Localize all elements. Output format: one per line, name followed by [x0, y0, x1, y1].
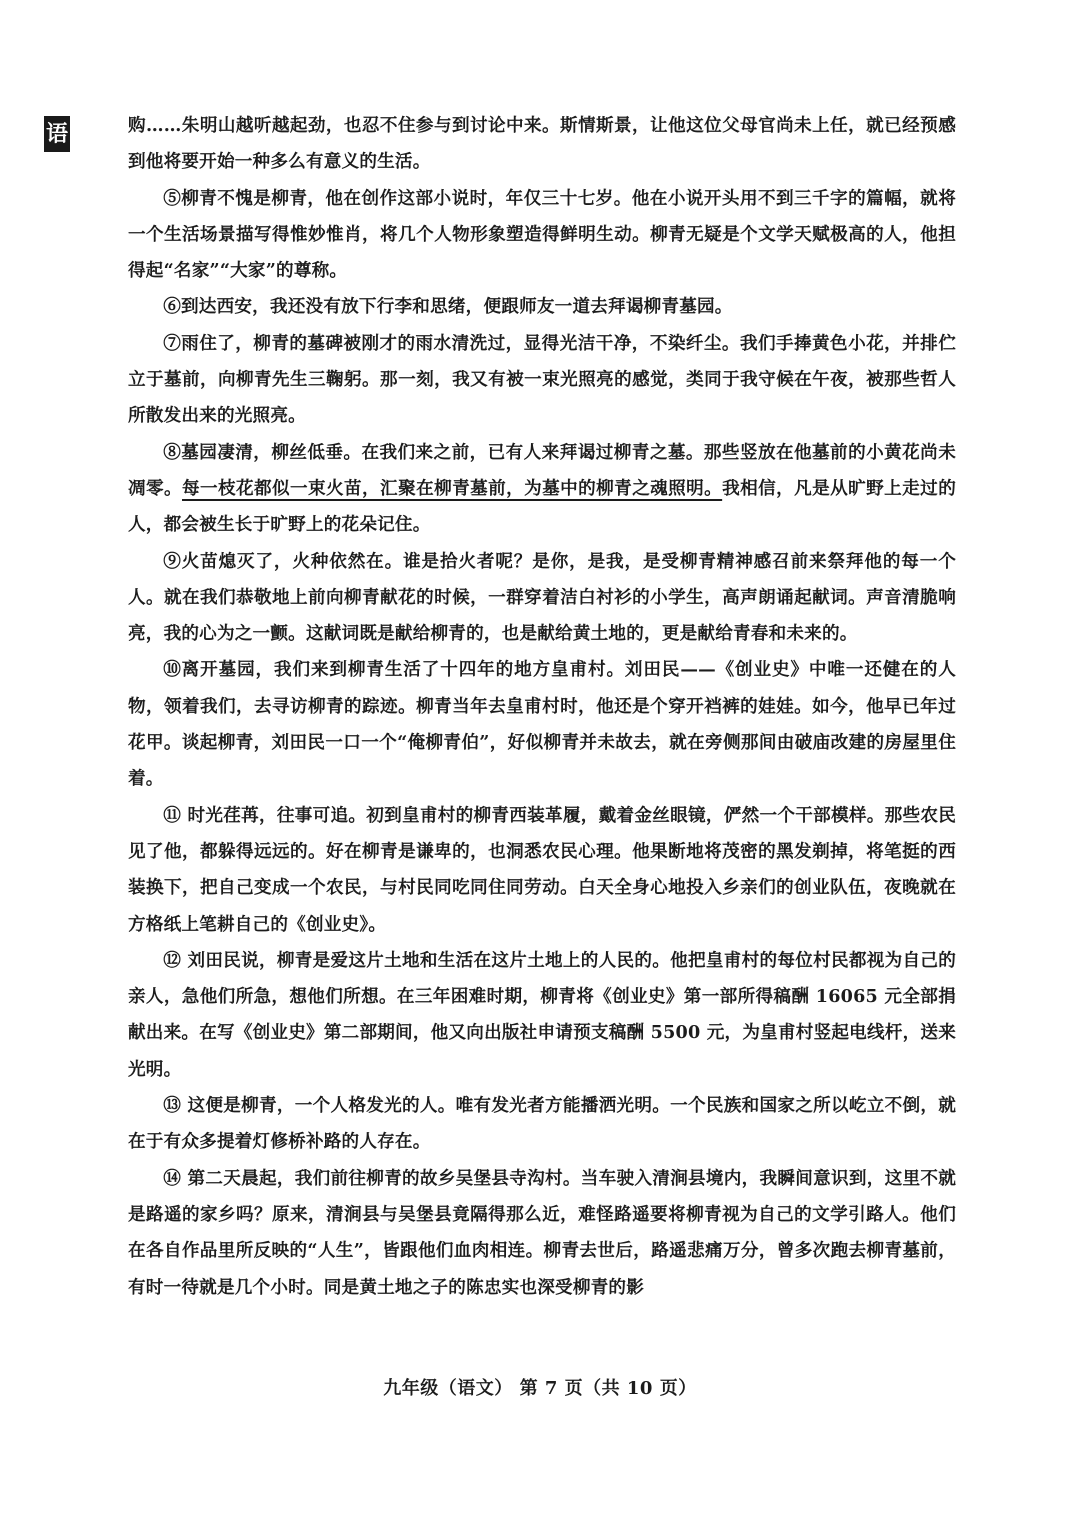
- paragraph-8-start: ⑧墓园凄清，柳丝低垂。在我们来之前，已有人来拜谒过柳青之墓。那些竖放在他墓前的小黄花尚未凋零。: [128, 441, 956, 499]
- underlined-sentence: 每一枝花都似一束火苗，汇聚在柳青墓前，为墓中的柳青之魂照明。: [182, 477, 723, 499]
- paragraph-13: ⑬ 这便是柳青，一个人格发光的人。唯有发光者方能播洒光明。一个民族和国家之所以屹立不倒，就在于有众多提着灯修桥补路的人存在。: [128, 1095, 956, 1153]
- page-footer: 九年级（语文） 第 7 页（共 10 页）: [383, 1378, 697, 1399]
- paragraph-11: ⑪ 时光荏苒，往事可追。初到皇甫村的柳青西装革履，戴着金丝眼镜，俨然一个干部模样。那些农民见了他，都躲得远远的。好在柳青是谦卑的，也洞悉农民心理。他果断地将茂密的黑发剃掉，将笔挺的西装换下，把自己变成一个农民，与村民同吃同住同劳动。白天全身心地投入乡亲们的创业队伍，夜晚就在方格纸上笔耕自己的《创业史》。: [128, 804, 956, 935]
- paragraph-9: ⑨火苗熄灭了，火种依然在。谁是拾火者呢？是你，是我，是受柳青精神感召前来祭拜他的每一个人。就在我们恭敬地上前向柳青献花的时候，一群穿着洁白衬衫的小学生，高声朗诵起献词。声音清脆响亮，我的心为之一颤。这献词既是献给柳青的，也是献给黄土地的，更是献给青春和未来的。: [128, 550, 956, 645]
- paragraph-6: ⑥到达西安，我还没有放下行李和思绪，便跟师友一道去拜谒柳青墓园。: [163, 296, 733, 318]
- paragraph-continued: 购……朱明山越听越起劲，也忍不住参与到讨论中来。斯情斯景，让他这位父母官尚未上任，就已经预感到他将要开始一种多么有意义的生活。: [128, 115, 956, 173]
- paragraph-10: ⑩离开墓园，我们来到柳青生活了十四年的地方皇甫村。刘田民——《创业史》中唯一还健在的人物，领着我们，去寻访柳青的踪迹。柳青当年去皇甫村时，他还是个穿开裆裤的娃娃。如今，他早已年过花甲。谈起柳青，刘田民一口一个“俺柳青伯”，好似柳青并未故去，就在旁侧那间由破庙改建的房屋里住着。: [128, 659, 956, 790]
- paragraph-7: ⑦雨住了，柳青的墓碑被刚才的雨水清洗过，显得光洁干净，不染纤尘。我们手捧黄色小花，并排伫立于墓前，向柳青先生三鞠躬。那一刻，我又有被一束光照亮的感觉，类同于我守候在午夜，被那些哲人所散发出来的光照亮。: [128, 332, 956, 427]
- article-body: [128, 108, 956, 1306]
- paragraph-5: ⑤柳青不愧是柳青，他在创作这部小说时，年仅三十七岁。他在小说开头用不到三千字的篇幅，就将一个生活场景描写得惟妙惟肖，将几个人物形象塑造得鲜明生动。柳青无疑是个文学天赋极高的人，他担得起“名家”“大家”的尊称。: [128, 187, 956, 282]
- paragraph-8: [128, 435, 956, 544]
- paragraph-8-end: 我相信，凡是从旷野上走过的人，都会被生长于旷野上的花朵记住。: [128, 477, 956, 536]
- subject-tab: 语: [44, 116, 70, 152]
- paragraph-14: ⑭ 第二天晨起，我们前往柳青的故乡吴堡县寺沟村。当车驶入清涧县境内，我瞬间意识到，这里不就是路遥的家乡吗？原来，清涧县与吴堡县竟隔得那么近，难怪路遥要将柳青视为自己的文学引路人。他们在各自作品里所反映的“人生”，皆跟他们血肉相连。柳青去世后，路遥悲痛万分，曾多次跑去柳青墓前，有时一待就是几个小时。同是黄土地之子的陈忠实也深受柳青的影: [128, 1167, 956, 1298]
- paragraph-12: ⑫ 刘田民说，柳青是爱这片土地和生活在这片土地上的人民的。他把皇甫村的每位村民都视为自己的亲人，急他们所急，想他们所想。在三年困难时期，柳青将《创业史》第一部所得稿酬 16065 元全部捐献出来。在写《创业史》第二部期间，他又向出版社申请预支稿酬 5500 元，为皇甫村竖起电线杆，送来光明。: [128, 949, 956, 1080]
